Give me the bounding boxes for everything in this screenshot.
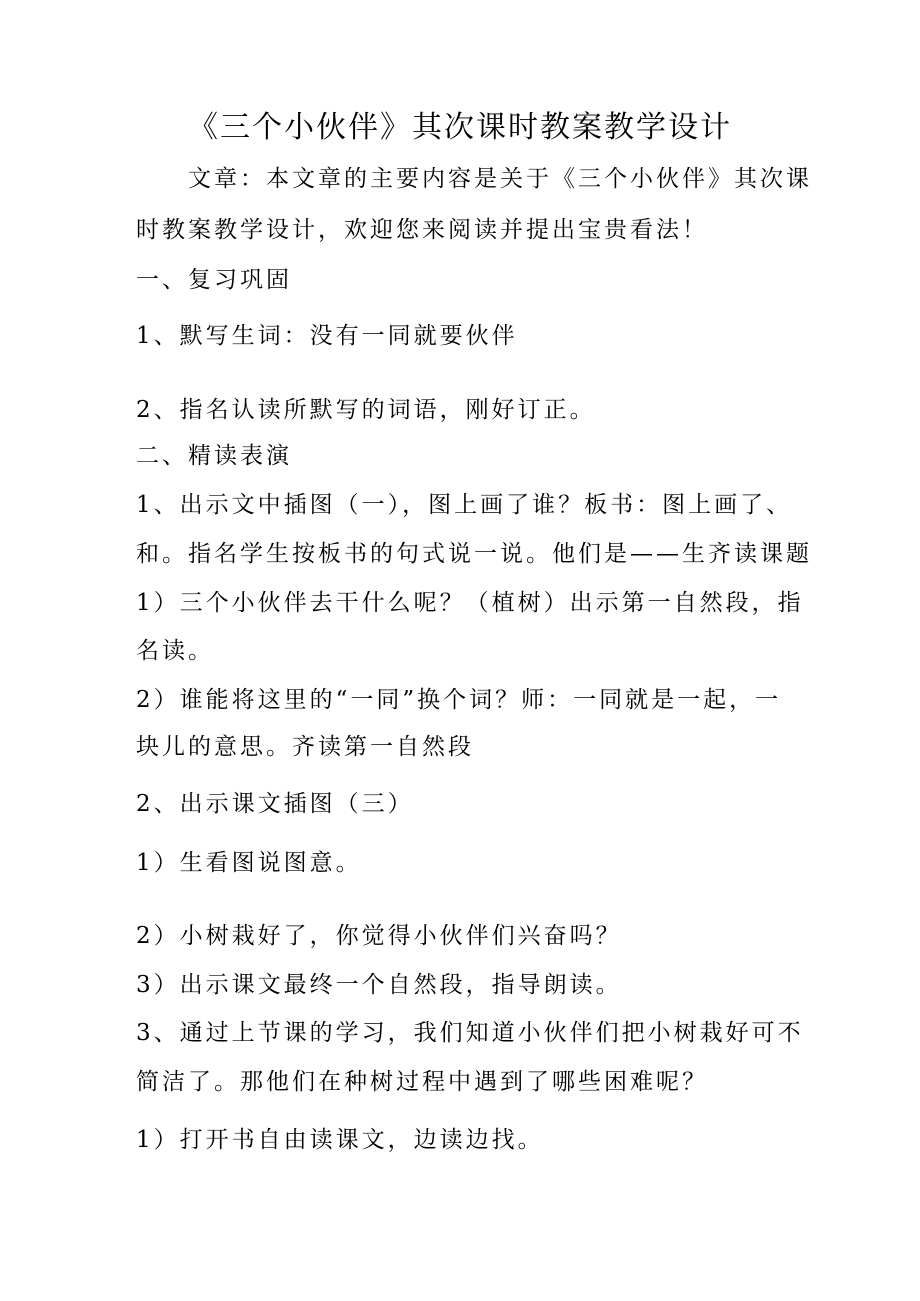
paragraph: 2、指名认读所默写的词语，刚好订正。 xyxy=(136,397,596,423)
paragraph: 2）小树栽好了，你觉得小伙伴们兴奋吗？ xyxy=(136,923,622,949)
paragraph: 块儿的意思。齐读第一自然段 xyxy=(136,734,474,760)
paragraph: 2、出示课文插图（三） xyxy=(136,791,414,817)
paragraph: 和。指名学生按板书的句式说一说。他们是——生齐读课题 xyxy=(136,541,812,567)
paragraph: 名读。 xyxy=(136,638,214,664)
intro-line-1: 文章：本文章的主要内容是关于《三个小伙伴》其次课 xyxy=(188,166,812,192)
intro-line-2: 时教案教学设计，欢迎您来阅读并提出宝贵看法！ xyxy=(136,217,708,243)
paragraph: 2）谁能将这里的“一同”换个词？师：一同就是一起，一 xyxy=(136,687,782,713)
section-heading-reading: 二、精读表演 xyxy=(136,443,292,469)
paragraph: 1）三个小伙伴去干什么呢？（植树）出示第一自然段，指 xyxy=(136,590,804,616)
paragraph: 3）出示课文最终一个自然段，指导朗读。 xyxy=(136,972,622,998)
section-heading-review: 一、复习巩固 xyxy=(136,267,292,293)
paragraph: 1）打开书自由读课文，边读边找。 xyxy=(136,1127,544,1153)
document-title: 《三个小伙伴》其次课时教案教学设计 xyxy=(188,110,732,145)
paragraph: 1）生看图说图意。 xyxy=(136,850,362,876)
paragraph: 1、出示文中插图（一），图上画了谁？板书：图上画了、 xyxy=(136,492,793,518)
paragraph: 1、默写生词：没有一同就要伙伴 xyxy=(136,323,518,349)
paragraph: 3、通过上节课的学习，我们知道小伙伴们把小树栽好可不 xyxy=(136,1020,804,1046)
paragraph: 简洁了。那他们在种树过程中遇到了哪些困难呢？ xyxy=(136,1069,708,1095)
